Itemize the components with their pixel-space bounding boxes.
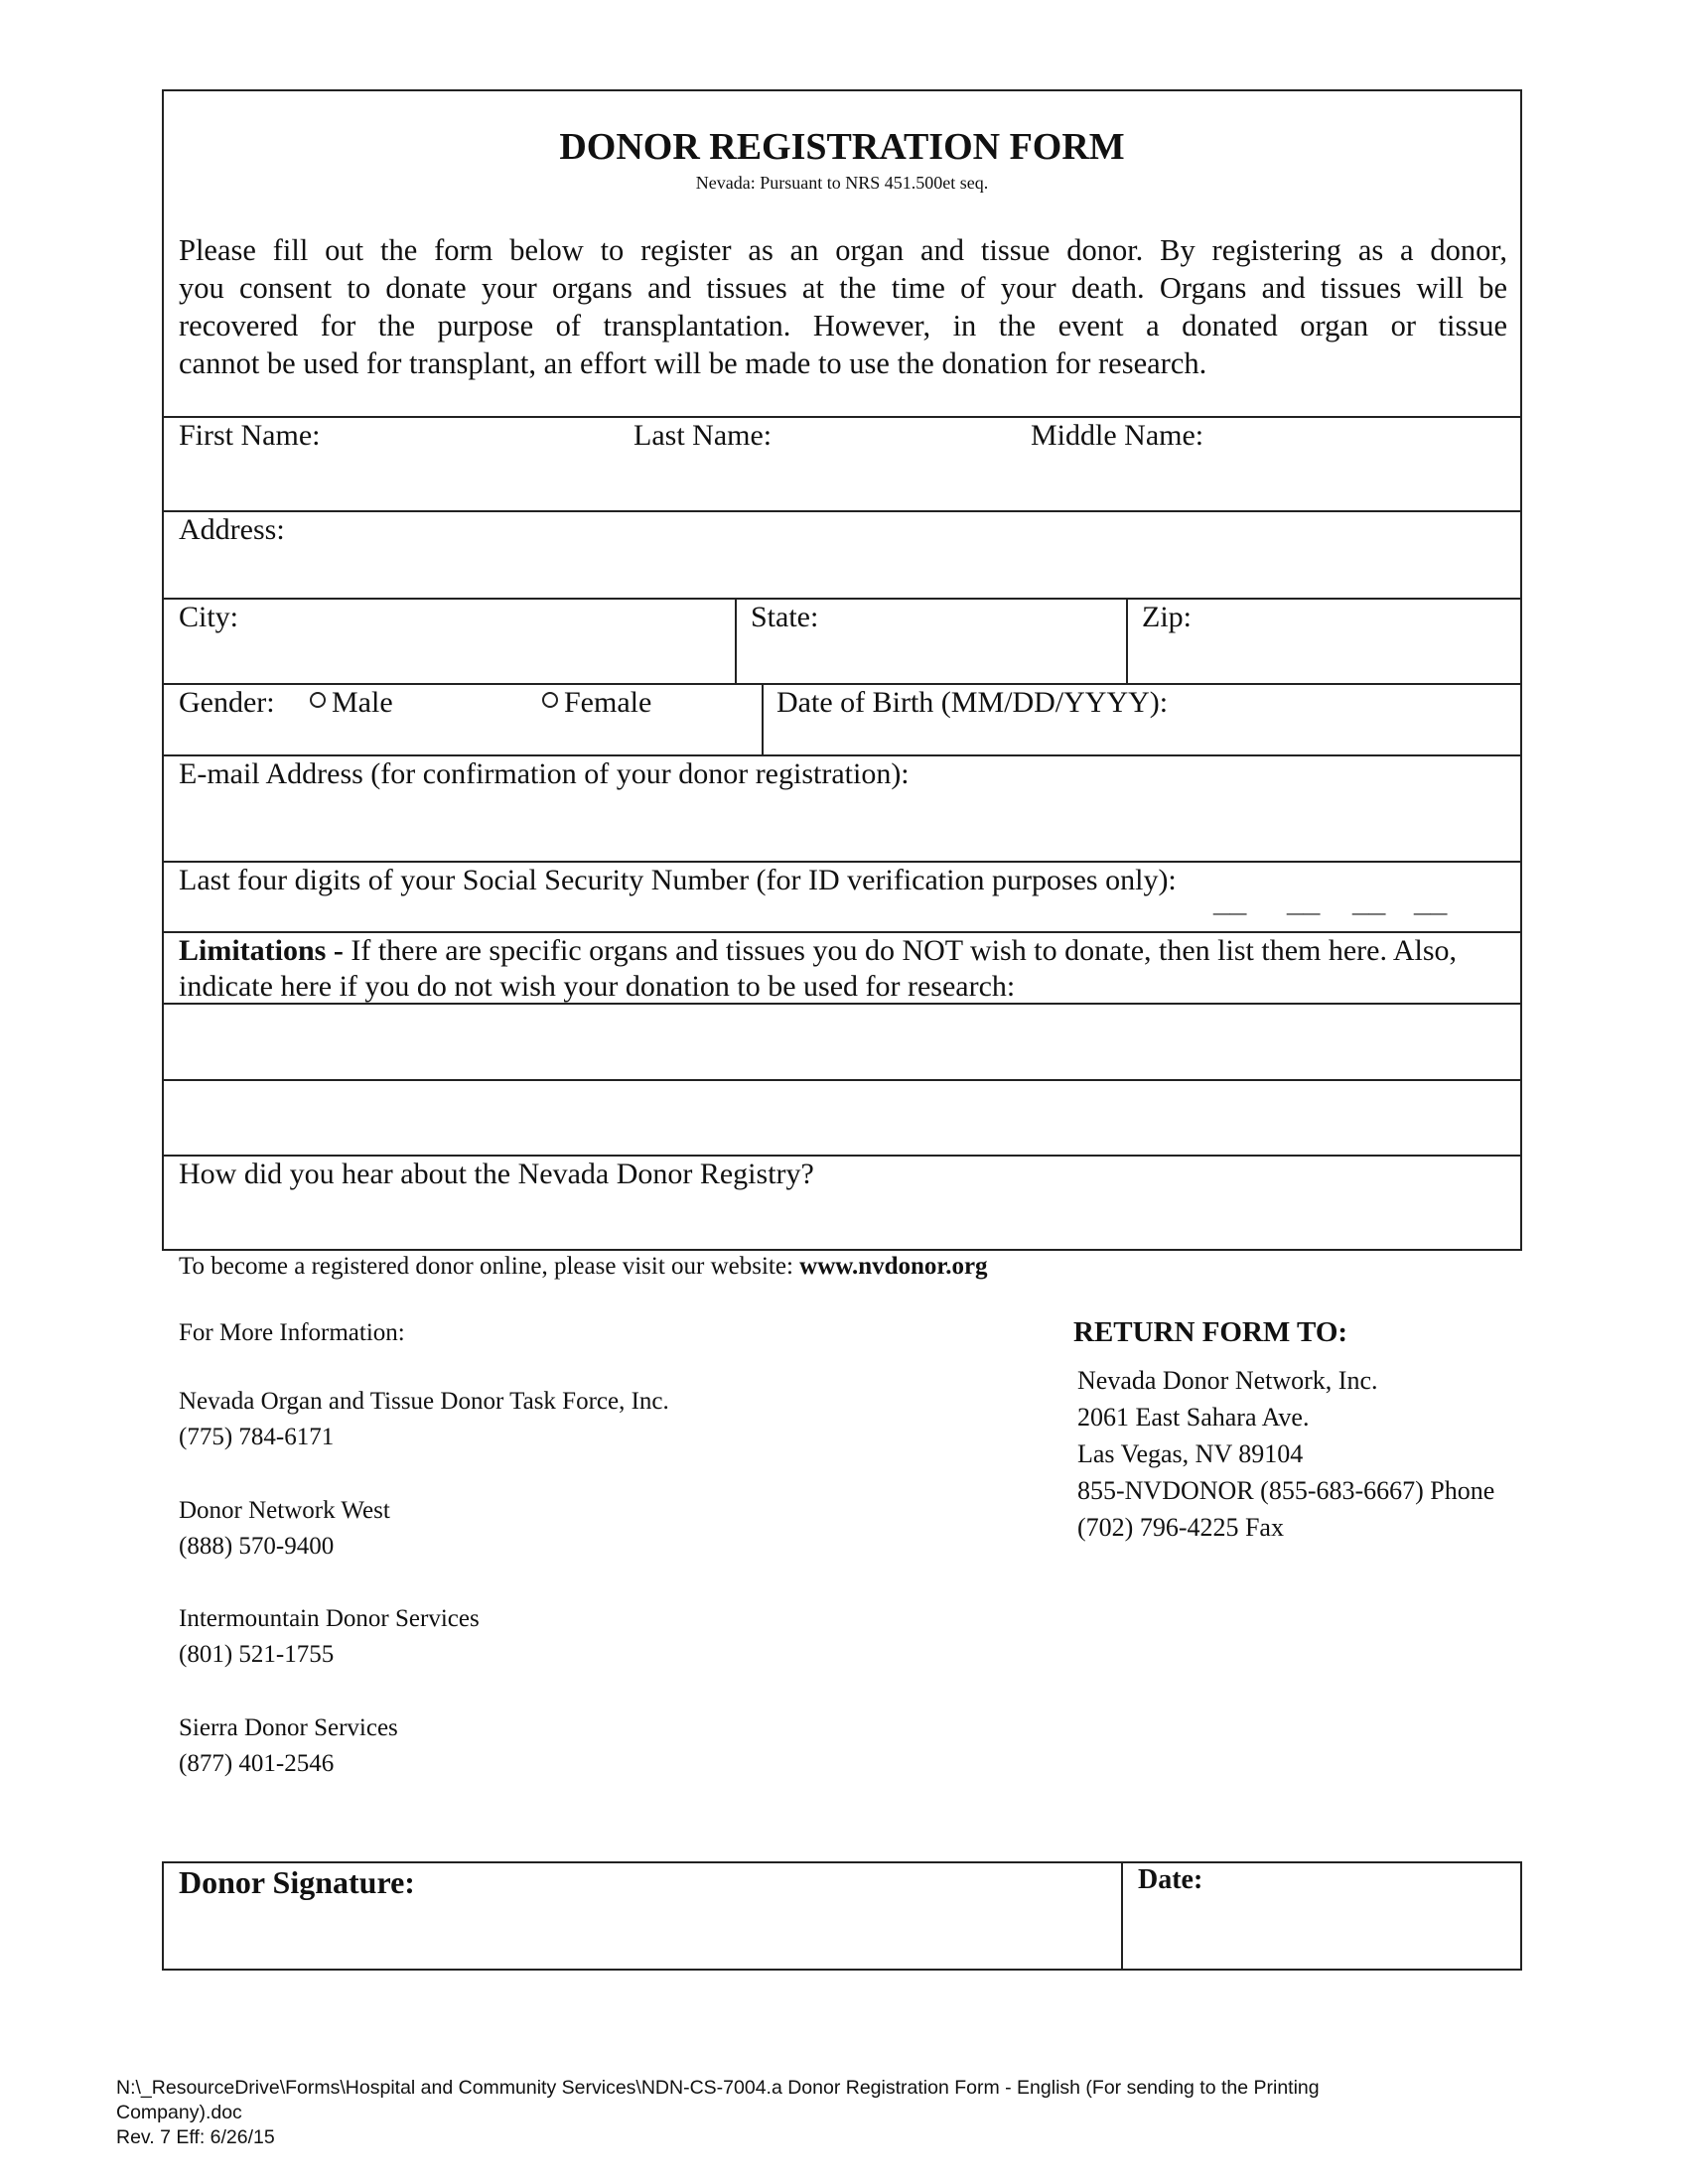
limitations-line-1: If there are specific organs and tissues you do NOT wish to donate, then list them here. Also, xyxy=(343,934,1457,967)
zip-label: Zip: xyxy=(1142,601,1192,633)
divider xyxy=(162,416,1522,418)
dob-field[interactable] xyxy=(776,720,1511,751)
date-field[interactable] xyxy=(1138,1904,1515,1966)
state-field[interactable] xyxy=(751,638,1118,680)
radio-button-icon[interactable] xyxy=(310,692,326,708)
return-address-line: (702) 796-4225 Fax xyxy=(1077,1513,1284,1542)
page-title: DONOR REGISTRATION FORM xyxy=(559,126,1125,168)
limitations-field-2[interactable] xyxy=(164,1082,1520,1154)
divider xyxy=(162,754,1522,756)
address-label: Address: xyxy=(179,513,285,546)
intro-line-4: cannot be used for transplant, an effort will be made to use the donation for research. xyxy=(179,346,1207,380)
gender-male-option[interactable] xyxy=(310,686,393,720)
intro-line-2: you consent to donate your organs and tissues at the time of your death. Organs and tissues will be xyxy=(179,271,1507,305)
last-name-label: Last Name: xyxy=(633,419,773,452)
radio-button-icon[interactable] xyxy=(542,692,558,708)
page-subtitle: Nevada: Pursuant to NRS 451.500et seq. xyxy=(695,173,989,193)
first-name-label: First Name: xyxy=(179,419,321,452)
hear-about-field[interactable] xyxy=(179,1195,1509,1247)
dob-label: Date of Birth (MM/DD/YYYY): xyxy=(776,686,1169,719)
ssn-digit-4[interactable]: __ xyxy=(1414,886,1448,918)
contact-name: Sierra Donor Services xyxy=(179,1714,398,1741)
address-field[interactable] xyxy=(179,551,1509,595)
intro-line-3: recovered for the purpose of transplantation. However, in the event a donated organ or tissue xyxy=(179,309,1507,342)
online-text: To become a registered donor online, please visit our website: xyxy=(179,1253,800,1280)
divider xyxy=(162,1155,1522,1157)
contact-name: Donor Network West xyxy=(179,1497,390,1524)
middle-name-field[interactable] xyxy=(1031,457,1507,504)
ssn-label: Last four digits of your Social Security Number (for ID verification purposes only): xyxy=(179,864,1177,896)
more-info-heading: For More Information: xyxy=(179,1319,405,1346)
female-label: Female xyxy=(564,686,652,719)
ssn-digit-1[interactable]: __ xyxy=(1213,886,1247,918)
footer-path-line-1: N:\_ResourceDrive\Forms\Hospital and Community Services\NDN-CS-7004.a Donor Registration Form - English (For sending to the Printing xyxy=(116,2077,1320,2099)
city-label: City: xyxy=(179,601,239,633)
divider xyxy=(162,1079,1522,1081)
footer-path-line-2: Company).doc xyxy=(116,2102,242,2123)
gender-label: Gender: xyxy=(179,686,275,719)
return-address-line: Nevada Donor Network, Inc. xyxy=(1077,1366,1378,1395)
signature-field[interactable] xyxy=(179,1906,1112,1966)
zip-field[interactable] xyxy=(1142,638,1509,680)
return-address-line: Las Vegas, NV 89104 xyxy=(1077,1439,1304,1468)
divider xyxy=(1121,1861,1123,1971)
website-link[interactable]: www.nvdonor.org xyxy=(799,1253,988,1280)
male-label: Male xyxy=(332,686,393,719)
divider xyxy=(162,861,1522,863)
intro-paragraph xyxy=(179,231,1507,382)
return-heading: RETURN FORM TO: xyxy=(1073,1316,1348,1348)
contact-phone: (775) 784-6171 xyxy=(179,1424,335,1450)
limitations-label: Limitations - xyxy=(179,934,344,967)
intro-line-1: Please fill out the form below to register as an organ and tissue donor. By registering as a donor, xyxy=(179,233,1507,267)
divider xyxy=(162,598,1522,600)
divider xyxy=(162,683,1522,685)
return-address-line: 855-NVDONOR (855-683-6667) Phone xyxy=(1077,1476,1495,1505)
city-field[interactable] xyxy=(179,638,725,680)
first-name-field[interactable] xyxy=(179,457,616,504)
divider xyxy=(735,598,737,683)
divider xyxy=(162,510,1522,512)
contact-phone: (801) 521-1755 xyxy=(179,1641,335,1668)
ssn-digit-2[interactable]: __ xyxy=(1287,886,1321,918)
divider xyxy=(762,683,764,754)
contact-name: Nevada Organ and Tissue Donor Task Force, Inc. xyxy=(179,1388,669,1415)
middle-name-label: Middle Name: xyxy=(1031,419,1204,452)
email-label: E-mail Address (for confirmation of your donor registration): xyxy=(179,757,910,790)
date-label: Date: xyxy=(1138,1864,1203,1895)
hear-about-label: How did you hear about the Nevada Donor Registry? xyxy=(179,1158,814,1190)
contact-phone: (888) 570-9400 xyxy=(179,1533,335,1560)
signature-label: Donor Signature: xyxy=(179,1864,415,1900)
ssn-digit-3[interactable]: __ xyxy=(1352,886,1386,918)
divider xyxy=(1126,598,1128,683)
limitations-field-1[interactable] xyxy=(164,1006,1520,1077)
limitations-line-2: indicate here if you do not wish your donation to be used for research: xyxy=(179,970,1016,1003)
state-label: State: xyxy=(751,601,819,633)
footer-revision: Rev. 7 Eff: 6/26/15 xyxy=(116,2126,275,2148)
contact-name: Intermountain Donor Services xyxy=(179,1605,480,1632)
last-name-field[interactable] xyxy=(633,457,1011,504)
return-address-line: 2061 East Sahara Ave. xyxy=(1077,1403,1310,1432)
limitations-text xyxy=(179,934,1457,968)
gender-female-option[interactable] xyxy=(542,686,651,720)
contact-phone: (877) 401-2546 xyxy=(179,1750,335,1777)
online-registration-note xyxy=(179,1253,988,1281)
divider xyxy=(162,931,1522,933)
email-field[interactable] xyxy=(179,796,1509,856)
